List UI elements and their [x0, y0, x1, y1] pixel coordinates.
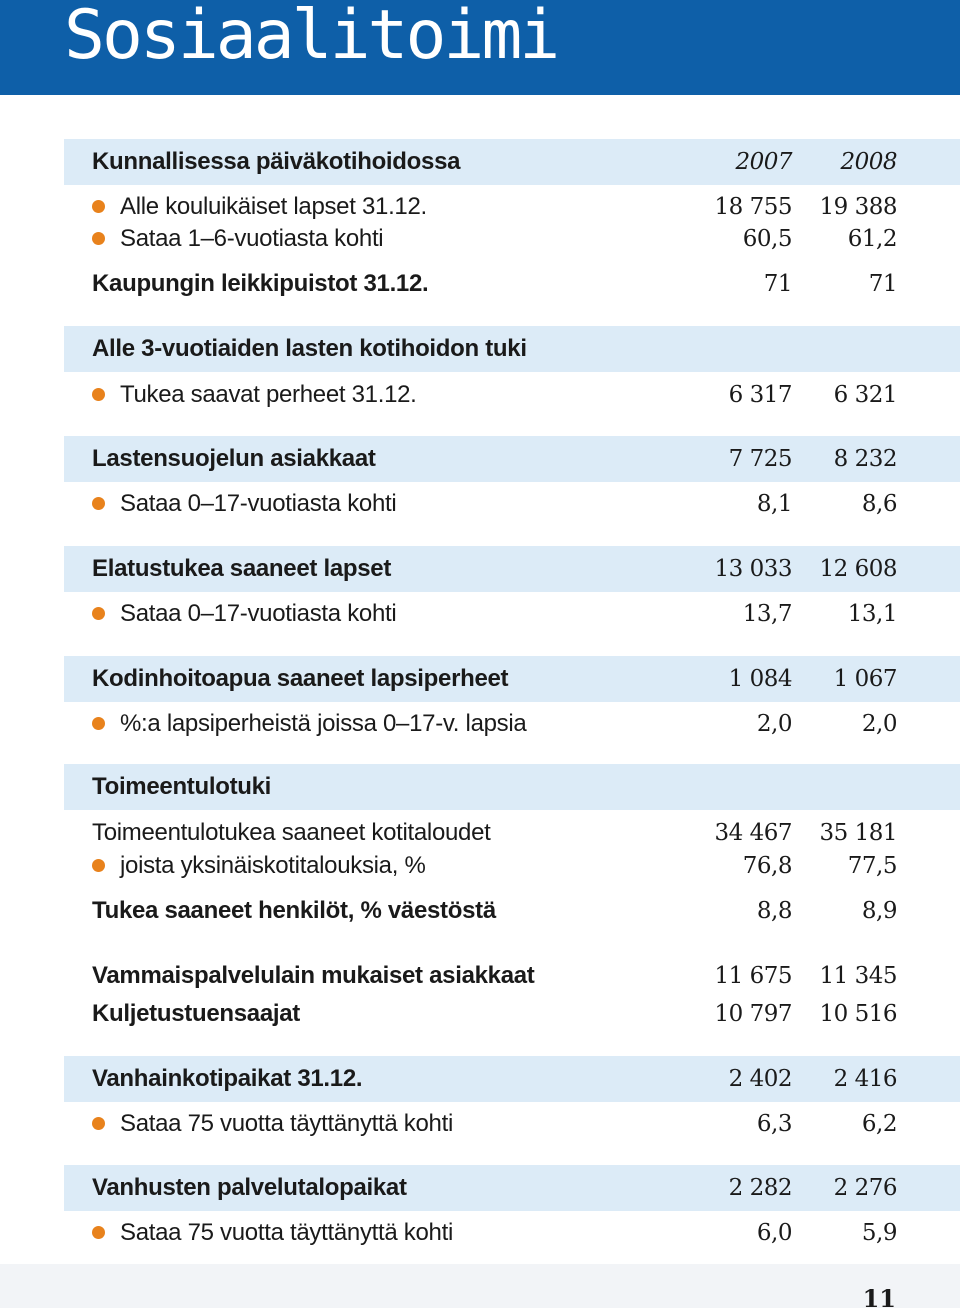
- row-label: Alle kouluikäiset lapset 31.12.: [120, 193, 427, 220]
- page-number: 11: [862, 1284, 896, 1308]
- value-2008: 6,2: [861, 1111, 897, 1137]
- value-2008: 1 067: [833, 666, 897, 692]
- value-2008: 2 416: [833, 1066, 897, 1092]
- bullet-icon: [92, 1117, 105, 1130]
- table-row: [64, 546, 960, 592]
- table-row: [64, 888, 960, 934]
- table-row: [64, 843, 960, 889]
- bullet-icon: [92, 607, 105, 620]
- row-label: Sataa 0–17-vuotiasta kohti: [120, 600, 397, 627]
- bullet-icon: [92, 717, 105, 730]
- table-row: [64, 372, 960, 418]
- row-label: Sataa 0–17-vuotiasta kohti: [120, 490, 397, 517]
- row-label: Lastensuojelun asiakkaat: [92, 445, 376, 472]
- table-row: [64, 261, 960, 307]
- row-label: Sataa 75 vuotta täyttänyttä kohti: [120, 1219, 453, 1246]
- table-row: [64, 1056, 960, 1102]
- value-2007: 8,8: [756, 898, 792, 924]
- value-2007: 2 282: [728, 1175, 792, 1201]
- bullet-icon: [92, 388, 105, 401]
- title-bar: [0, 0, 960, 95]
- value-2008: 8,6: [861, 491, 897, 517]
- value-2007: 34 467: [714, 820, 792, 846]
- row-label: Kodinhoitoapua saaneet lapsiperheet: [92, 665, 509, 692]
- value-2007: 1 084: [728, 666, 792, 692]
- row-label: Sataa 1–6-vuotiasta kohti: [120, 225, 384, 252]
- table-row: [64, 139, 960, 185]
- value-2007: 11 675: [714, 963, 792, 989]
- bullet-icon: [92, 1226, 105, 1239]
- table-row: [64, 591, 960, 637]
- table-row: [64, 1101, 960, 1147]
- table-row: [64, 436, 960, 482]
- value-2007: 2007: [735, 149, 792, 175]
- table-row: [64, 326, 960, 372]
- bullet-icon: [92, 497, 105, 510]
- footer-strip: [0, 1264, 960, 1308]
- row-label: Sataa 75 vuotta täyttänyttä kohti: [120, 1110, 453, 1137]
- value-2008: 77,5: [847, 853, 897, 879]
- value-2008: 11 345: [819, 963, 897, 989]
- row-label: Elatustukea saaneet lapset: [92, 555, 392, 582]
- row-label: Kuljetustuensaajat: [92, 1000, 300, 1027]
- value-2008: 10 516: [819, 1001, 897, 1027]
- value-2007: 6,0: [756, 1220, 792, 1246]
- value-2008: 19 388: [819, 194, 897, 220]
- bullet-icon: [92, 200, 105, 213]
- value-2008: 2,0: [861, 711, 897, 737]
- value-2008: 2 276: [833, 1175, 897, 1201]
- value-2008: 71: [868, 271, 897, 297]
- value-2008: 5,9: [861, 1220, 897, 1246]
- value-2007: 60,5: [742, 226, 792, 252]
- value-2007: 8,1: [756, 491, 792, 517]
- row-label: joista yksinäiskotitalouksia, %: [120, 852, 426, 879]
- value-2007: 13,7: [742, 601, 792, 627]
- table-row: [64, 764, 960, 810]
- table-row: [64, 701, 960, 747]
- table-row: [64, 656, 960, 702]
- table-row: [64, 1165, 960, 1211]
- row-label: Toimeentulotukea saaneet kotitaloudet: [92, 819, 491, 846]
- value-2008: 8 232: [833, 446, 897, 472]
- row-label: Toimeentulotuki: [92, 773, 272, 800]
- table-row: [64, 481, 960, 527]
- value-2007: 6,3: [756, 1111, 792, 1137]
- value-2007: 2,0: [756, 711, 792, 737]
- value-2008: 61,2: [847, 226, 897, 252]
- value-2008: 35 181: [819, 820, 897, 846]
- row-label: Vanhusten palvelutalopaikat: [92, 1174, 407, 1201]
- value-2008: 12 608: [819, 556, 897, 582]
- page-title: Sosiaalitoimi: [64, 0, 558, 75]
- bullet-icon: [92, 232, 105, 245]
- value-2007: 18 755: [714, 194, 792, 220]
- value-2008: 2008: [840, 149, 897, 175]
- value-2007: 7 725: [728, 446, 792, 472]
- row-label: Kunnallisessa päiväkotihoidossa: [92, 148, 461, 175]
- bullet-icon: [92, 859, 105, 872]
- value-2008: 13,1: [847, 601, 897, 627]
- table-row: [64, 216, 960, 262]
- value-2007: 76,8: [742, 853, 792, 879]
- value-2008: 6 321: [833, 382, 897, 408]
- row-label: Vammaispalvelulain mukaiset asiakkaat: [92, 962, 535, 989]
- value-2008: 8,9: [861, 898, 897, 924]
- table-row: [64, 1210, 960, 1256]
- row-label: %:a lapsiperheistä joissa 0–17-v. lapsia: [120, 710, 527, 737]
- row-label: Tukea saavat perheet 31.12.: [120, 381, 417, 408]
- value-2007: 13 033: [714, 556, 792, 582]
- row-label: Tukea saaneet henkilöt, % väestöstä: [92, 897, 496, 924]
- value-2007: 2 402: [728, 1066, 792, 1092]
- row-label: Kaupungin leikkipuistot 31.12.: [92, 270, 429, 297]
- value-2007: 6 317: [728, 382, 792, 408]
- row-label: Alle 3-vuotiaiden lasten kotihoidon tuki: [92, 335, 527, 362]
- row-label: Vanhainkotipaikat 31.12.: [92, 1065, 363, 1092]
- value-2007: 71: [763, 271, 792, 297]
- value-2007: 10 797: [714, 1001, 792, 1027]
- table-row: [64, 991, 960, 1037]
